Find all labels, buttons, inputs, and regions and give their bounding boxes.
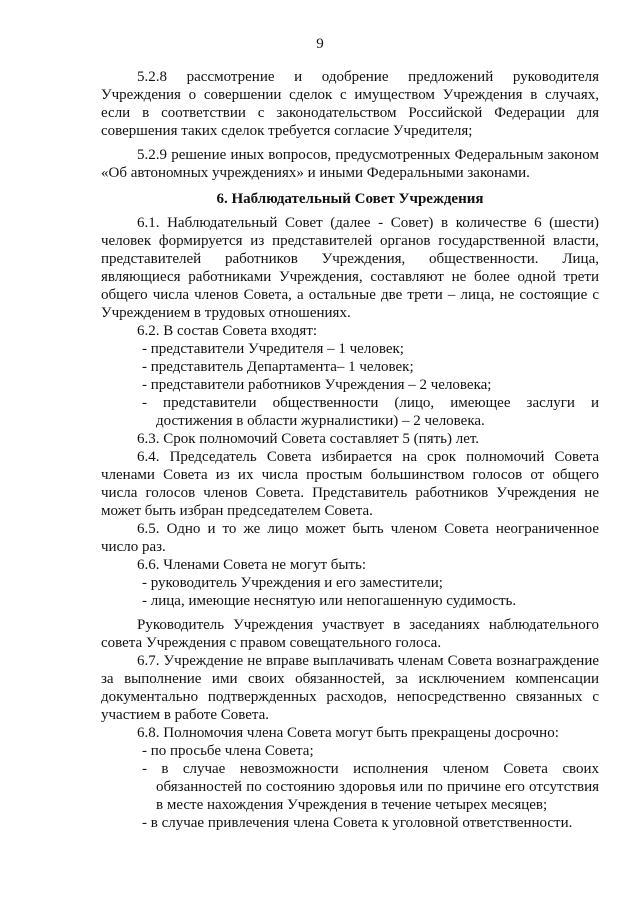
clause-6-6: 6.6. Членами Совета не могут быть: — [137, 557, 367, 573]
clause-6-7: 6.7. Учреждение не вправе выплачивать членам Совета вознаграждение за выполнение ими своих обязанностей, за исключением компенсации документально подтвержденных расходов, непосредственно связанных с участием в работе Совета. — [101, 653, 599, 723]
list-item: - в случае невозможности исполнения членом Совета своих обязанностей по состоянию здоровья или по причине его отсутствия в месте нахождения Учреждения в течение четырех месяцев; — [142, 761, 599, 813]
exclusion-list — [101, 574, 599, 610]
termination-list — [101, 742, 599, 832]
section-heading-6: 6. Наблюдательный Совет Учреждения — [216, 191, 484, 207]
page-number: 9 — [316, 36, 324, 52]
list-item: - по просьбе члена Совета; — [142, 743, 314, 759]
list-item: - представители общественности (лицо, имеющее заслуги и достижения в области журналистики) – 2 человека. — [142, 395, 599, 429]
list-item: - представитель Департамента– 1 человек; — [142, 359, 414, 375]
head-participation-paragraph: Руководитель Учреждения участвует в заседаниях наблюдательного совета Учреждения с правом совещательного голоса. — [101, 617, 599, 651]
clause-6-8: 6.8. Полномочия члена Совета могут быть прекращены досрочно: — [137, 725, 559, 741]
clause-6-5: 6.5. Одно и то же лицо может быть членом Совета неограниченное число раз. — [101, 521, 599, 555]
document-body — [101, 68, 599, 832]
composition-list — [101, 340, 599, 430]
clause-6-4: 6.4. Председатель Совета избирается на срок полномочий Совета членами Совета из их числа простым большинством голосов от общего числа голосов членов Совета. Представитель работников Учреждения не может быть избран председателем Совета. — [101, 449, 599, 519]
clause-6-1: 6.1. Наблюдательный Совет (далее - Совет) в количестве 6 (шести) человек формируется из представителей органов государственной власти, представителей работников Учреждения, общественности. Лица, являющиеся работниками Учреждения, составляют не более одной трети общего числа членов Совета, а остальные две трети – лица, не состоящие с Учреждением в трудовых отношениях. — [101, 215, 599, 321]
list-item: - представители работников Учреждения – 2 человека; — [142, 377, 492, 393]
clause-5-2-9: 5.2.9 решение иных вопросов, предусмотренных Федеральным законом «Об автономных учреждениях» и иными Федеральными законами. — [101, 147, 599, 181]
list-item: - представители Учредителя – 1 человек; — [142, 341, 404, 357]
list-item: - лица, имеющие неснятую или непогашенную судимость. — [142, 593, 517, 609]
list-item: - руководитель Учреждения и его заместители; — [142, 575, 443, 591]
clause-6-3: 6.3. Срок полномочий Совета составляет 5 (пять) лет. — [137, 431, 480, 447]
clause-6-2: 6.2. В состав Совета входят: — [137, 323, 318, 339]
list-item: - в случае привлечения члена Совета к уголовной ответственности. — [142, 815, 573, 831]
clause-5-2-8: 5.2.8 рассмотрение и одобрение предложений руководителя Учреждения о совершении сделок с имуществом Учреждения в случаях, если в соответствии с законодательством Российской Федерации для совершения таких сделок требуется согласие Учредителя; — [101, 69, 599, 139]
